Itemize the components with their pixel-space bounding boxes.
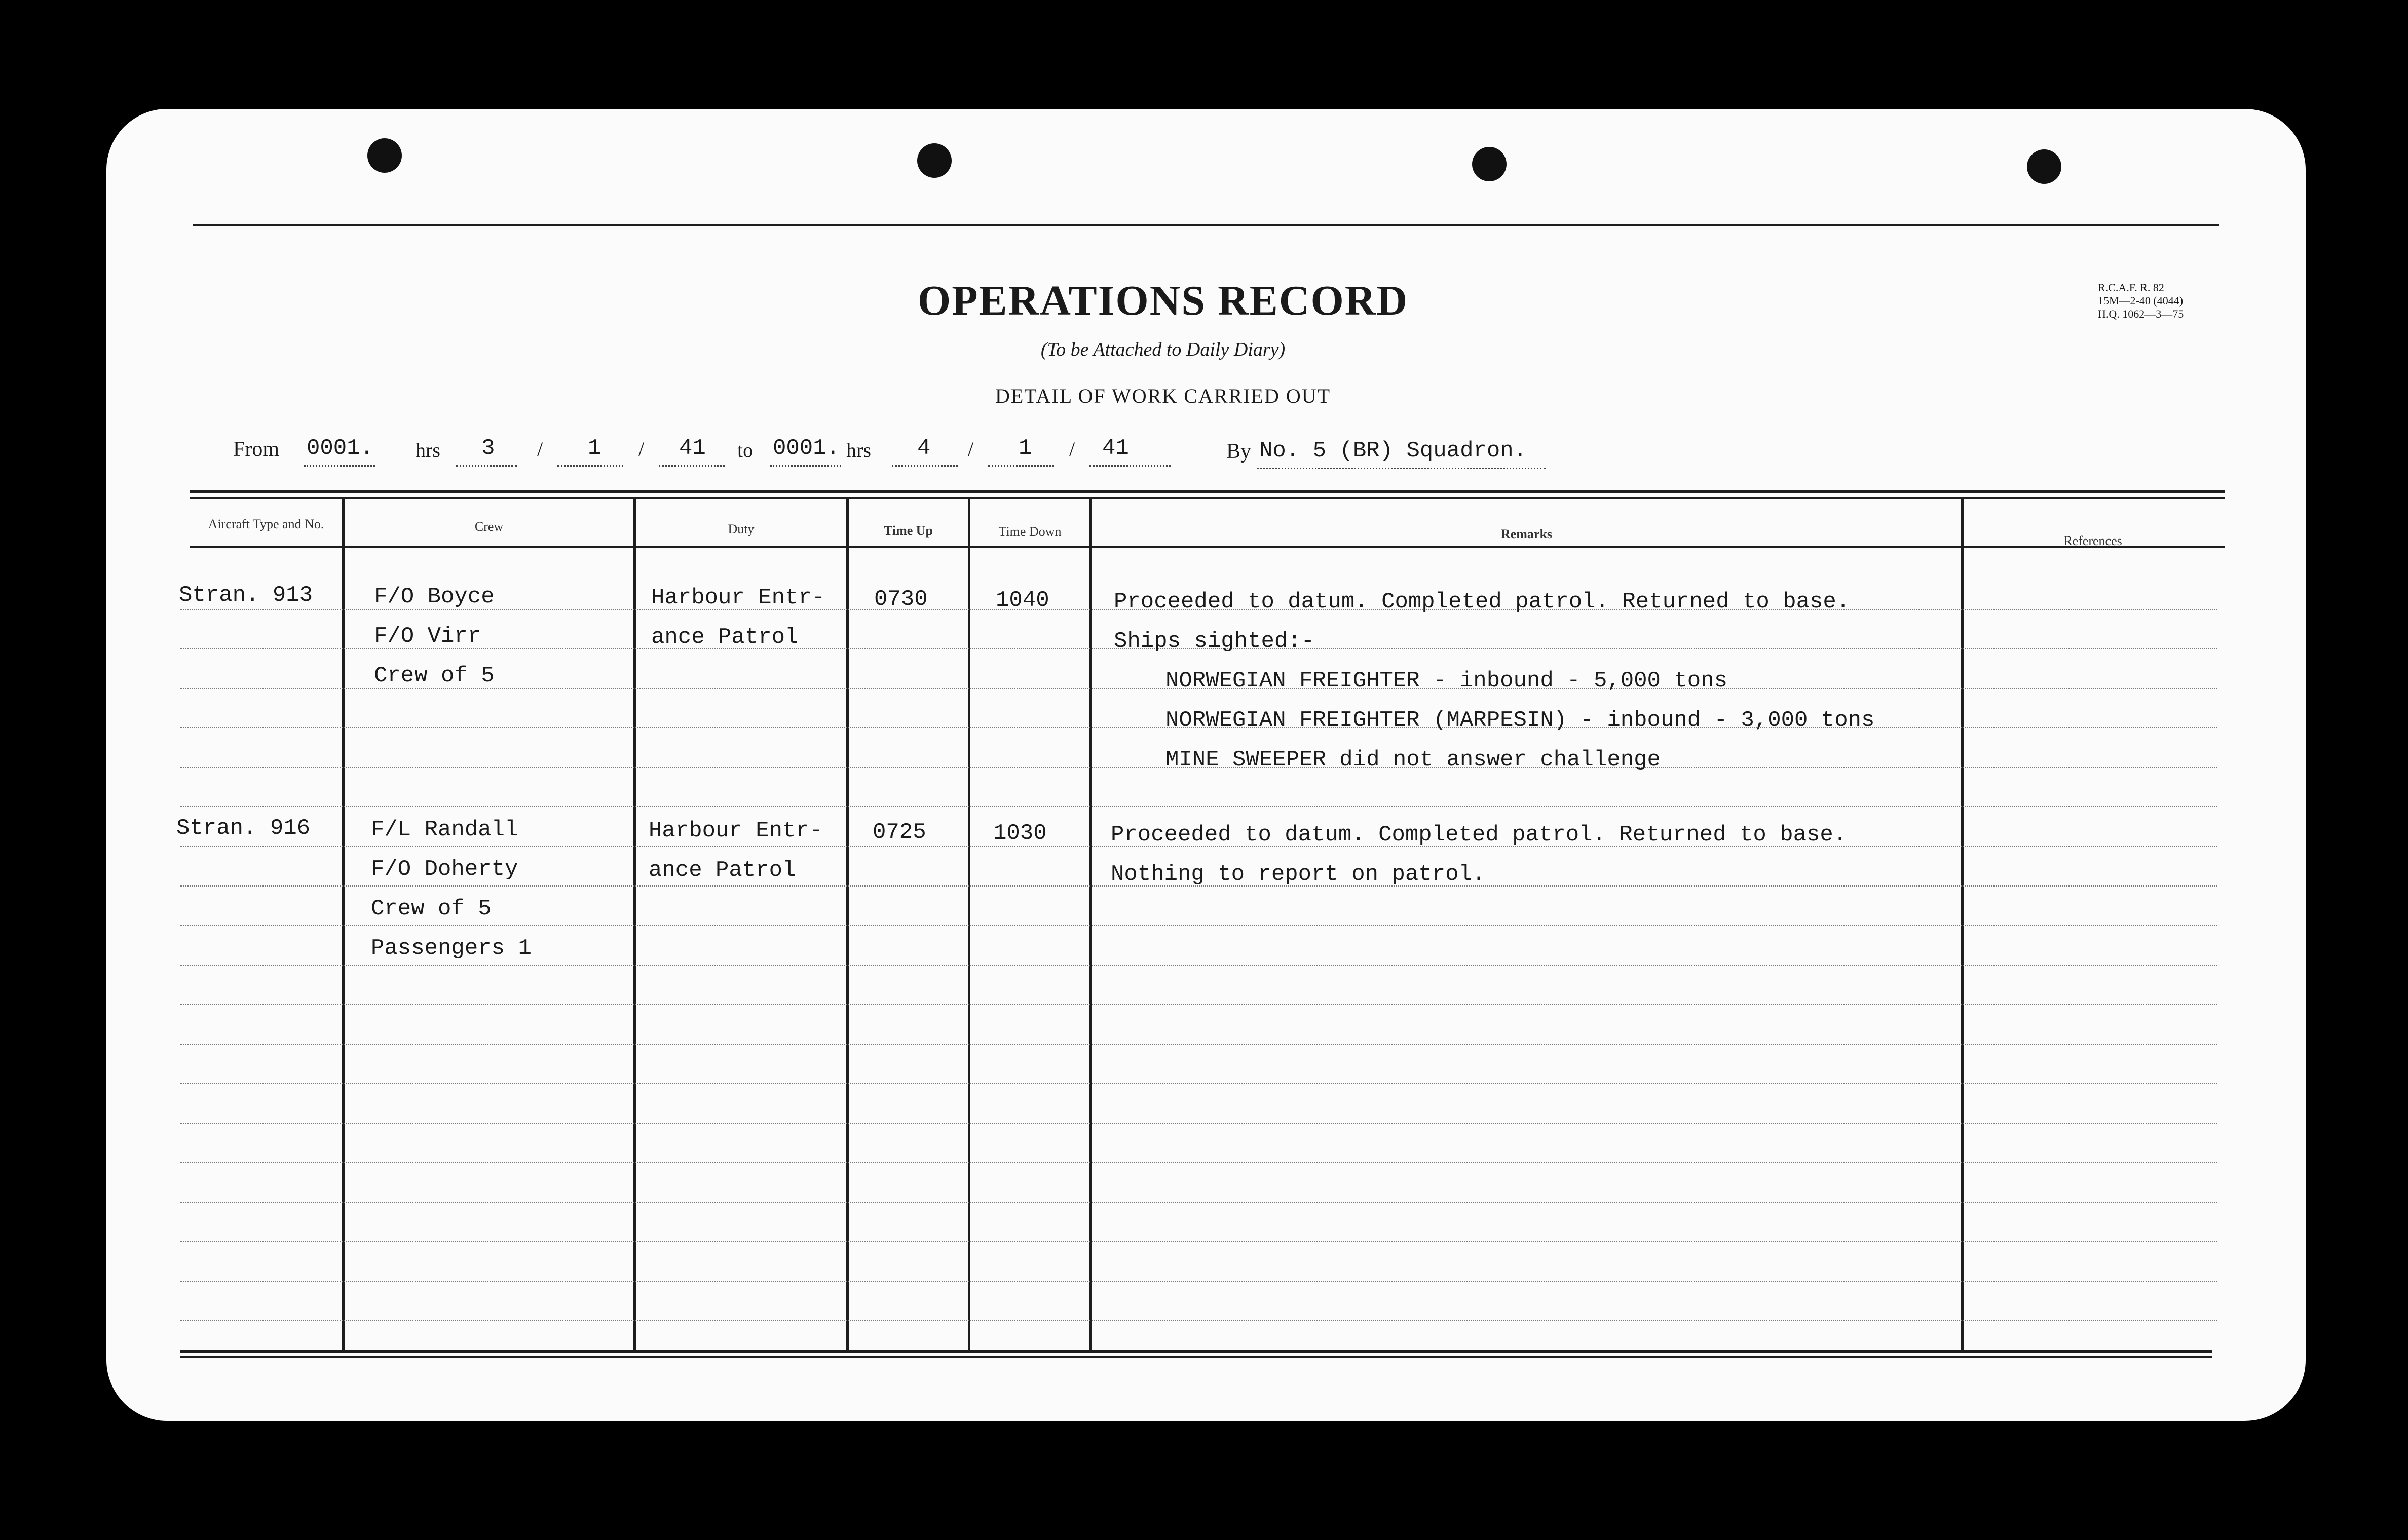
- to-label: to: [737, 439, 754, 461]
- from-month: 1: [588, 436, 601, 461]
- remarks-cell: NORWEGIAN FREIGHTER (MARPESIN) - inbound - 3,000 tons: [1165, 708, 1875, 733]
- fill-dots: [1257, 468, 1546, 469]
- from-label: From: [233, 438, 280, 461]
- row-rule: [180, 1083, 2217, 1084]
- to-day: 4: [917, 436, 931, 461]
- row-rule: [180, 806, 2217, 807]
- to-month: 1: [1019, 436, 1032, 461]
- remarks-cell: MINE SWEEPER did not answer challenge: [1165, 747, 1661, 773]
- header-bottom-rule: [190, 546, 2225, 548]
- table-top-rule: [190, 497, 2225, 499]
- form-code-line: R.C.A.F. R. 82: [2098, 281, 2164, 294]
- time-down-cell: 1040: [996, 588, 1049, 613]
- form-subtitle: (To be Attached to Daily Diary): [1040, 339, 1286, 360]
- row-rule: [180, 1202, 2217, 1203]
- crew-cell: F/O Virr: [374, 624, 481, 649]
- fill-dots: [988, 465, 1054, 467]
- to-year: 41: [1102, 436, 1129, 461]
- time-up-cell: 0730: [874, 587, 928, 612]
- fill-dots: [456, 465, 517, 467]
- column-header-remarks: Remarks: [1500, 527, 1553, 542]
- duty-cell: ance Patrol: [651, 625, 799, 650]
- date-separator: /: [537, 438, 543, 460]
- column-header-references: References: [2063, 533, 2122, 548]
- row-rule: [180, 1162, 2217, 1163]
- column-header-duty: Duty: [728, 522, 755, 536]
- form-title: OPERATIONS RECORD: [917, 277, 1409, 324]
- date-separator: /: [968, 438, 974, 460]
- crew-cell: Passengers 1: [371, 936, 532, 961]
- time-up-cell: 0725: [873, 820, 926, 845]
- to-hrs-label: hrs: [846, 439, 871, 461]
- column-header-aircraft: Aircraft Type and No.: [208, 517, 324, 531]
- fill-dots: [304, 465, 375, 467]
- from-day: 3: [481, 436, 495, 461]
- row-rule: [180, 1123, 2217, 1124]
- aircraft-cell: Stran. 913: [179, 583, 313, 608]
- top-rule: [193, 224, 2219, 226]
- binder-hole: [1472, 147, 1507, 181]
- duty-cell: Harbour Entr-: [649, 818, 823, 843]
- fill-dots: [892, 465, 958, 467]
- aircraft-cell: Stran. 916: [176, 816, 311, 841]
- date-separator: /: [638, 438, 645, 460]
- binder-hole: [367, 138, 402, 173]
- duty-cell: Harbour Entr-: [651, 585, 825, 610]
- from-time: 0001.: [307, 436, 374, 461]
- table-bottom-rule: [180, 1356, 2212, 1358]
- record-card: [106, 109, 2306, 1421]
- crew-cell: F/L Randall: [371, 817, 518, 842]
- row-rule: [180, 1044, 2217, 1045]
- row-rule: [180, 1320, 2217, 1321]
- to-time: 0001.: [773, 436, 840, 461]
- row-rule: [180, 965, 2217, 966]
- date-separator: /: [1069, 438, 1075, 460]
- row-rule: [180, 925, 2217, 926]
- section-heading: DETAIL OF WORK CARRIED OUT: [995, 384, 1331, 407]
- crew-cell: F/O Doherty: [371, 857, 518, 882]
- squadron-unit: No. 5 (BR) Squadron.: [1259, 438, 1527, 464]
- remarks-cell: Ships sighted:-: [1114, 629, 1315, 654]
- row-rule: [180, 1281, 2217, 1282]
- column-header-crew: Crew: [474, 519, 504, 534]
- column-header-time-up: Time Up: [883, 523, 933, 538]
- remarks-cell: Proceeded to datum. Completed patrol. Returned to base.: [1111, 822, 1847, 848]
- hrs-label: hrs: [416, 439, 440, 461]
- fill-dots: [557, 465, 623, 467]
- column-header-time-down: Time Down: [998, 524, 1062, 539]
- binder-hole: [2027, 149, 2061, 184]
- form-code-line: H.Q. 1062—3—75: [2098, 307, 2184, 320]
- remarks-cell: Nothing to report on patrol.: [1111, 862, 1486, 887]
- fill-dots: [659, 465, 725, 467]
- table-top-rule: [190, 490, 2225, 493]
- binder-hole: [917, 143, 952, 178]
- fill-dots: [770, 465, 841, 467]
- row-rule: [180, 1241, 2217, 1242]
- crew-cell: Crew of 5: [374, 663, 495, 688]
- remarks-cell: Proceeded to datum. Completed patrol. Returned to base.: [1114, 589, 1850, 614]
- form-code: [2098, 281, 2225, 321]
- crew-cell: Crew of 5: [371, 896, 492, 921]
- time-down-cell: 1030: [993, 821, 1047, 846]
- remarks-cell: NORWEGIAN FREIGHTER - inbound - 5,000 tons: [1165, 668, 1727, 694]
- from-year: 41: [679, 436, 706, 461]
- by-label: By: [1226, 440, 1252, 463]
- duty-cell: ance Patrol: [649, 858, 796, 883]
- table-bottom-rule: [180, 1350, 2212, 1353]
- form-code-line: 15M—2-40 (4044): [2098, 294, 2184, 307]
- fill-dots: [1089, 465, 1171, 467]
- row-rule: [180, 1004, 2217, 1005]
- crew-cell: F/O Boyce: [374, 584, 495, 609]
